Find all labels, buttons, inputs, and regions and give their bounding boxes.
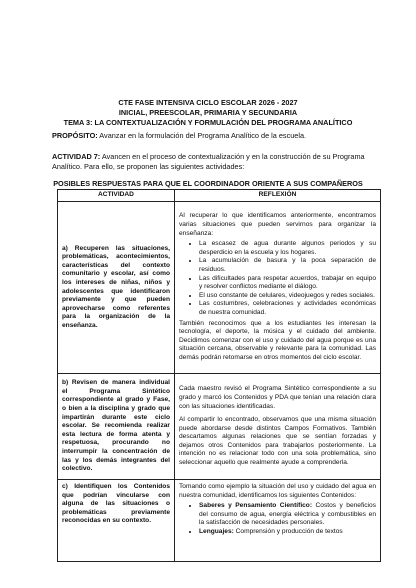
item-text: Costos y beneficios del consumo de agua, energía eléctrica y combustibles en la satisfacción de necesidades personales. bbox=[199, 502, 376, 527]
table-row bbox=[58, 374, 381, 480]
header-line-2: INICIAL, PREESCOLAR, PRIMARIA Y SECUNDARIA bbox=[118, 107, 298, 117]
list-item bbox=[199, 528, 376, 537]
activity7-paragraph bbox=[52, 152, 378, 172]
reflection-a-intro: Al recuperar lo que identificamos anteriormente, encontramos varias situaciones que pueden servirnos para organizar la enseñanza: bbox=[179, 212, 376, 237]
reflection-a bbox=[175, 202, 381, 374]
reflection-c-list bbox=[179, 502, 376, 536]
header-line-1: CTE FASE INTENSIVA CICLO ESCOLAR 2026 - 2027 bbox=[118, 98, 298, 107]
table-title: POSIBLES RESPUESTAS PARA QUE EL COORDINADOR ORIENTE A SUS COMPAÑEROS bbox=[53, 179, 363, 188]
activity-a: a) Recuperen las situaciones, problemáticas, acontecimientos, características del contexto comunitario y escolar, así como los intereses de niñas, niños y adolescentes que identificaron previamente y que pueden aprovecharse como referentes para la organización de la enseñanza. bbox=[58, 202, 175, 374]
list-item bbox=[199, 502, 376, 528]
activity7-text: Avancen en el proceso de contextualización y en la construcción de su Programa Analítico. Para ello, se proponen las siguientes actividades: bbox=[52, 152, 365, 171]
purpose-paragraph bbox=[52, 131, 378, 141]
reflection-b bbox=[175, 374, 381, 480]
header-reflection: REFLEXIÓN bbox=[175, 190, 381, 202]
activity-b: b) Revisen de manera individual el Programa Sintético correspondiente al grado y Fase, o bien a la disciplina y grado que impartirán durante este ciclo escolar. Se recomienda realizar esta lectura de forma atenta y respetuosa, procurando no interrumpir la concentración de las y los demás integrantes del colectivo. bbox=[58, 374, 175, 480]
list-item: • Las costumbres, celebraciones y actividades económicas de nuestra comunidad. bbox=[199, 300, 376, 317]
purpose-text: Avanzar en la formulación del Programa Analítico de la escuela. bbox=[97, 131, 307, 140]
reflection-b-p1: Cada maestro revisó el Programa Sintético correspondiente a su grado y marcó los Contenidos y PDA que tenían una relación clara con las situaciones identificadas. bbox=[179, 385, 376, 410]
table-row bbox=[58, 480, 381, 562]
list-item: • Las dificultades para respetar acuerdos, trabajar en equipo y resolver conflictos mediante el diálogo. bbox=[199, 275, 376, 292]
item-text: Comprensión y producción de textos bbox=[233, 527, 343, 535]
table-header-row bbox=[58, 190, 381, 202]
reflection-c bbox=[175, 480, 381, 562]
item-term: Lenguajes: bbox=[199, 527, 234, 535]
header-line-3: TEMA 3: LA CONTEXTUALIZACIÓN Y FORMULACIÓN DEL PROGRAMA ANALÍTICO bbox=[63, 117, 353, 127]
document-header bbox=[40, 98, 376, 127]
list-item: • La acumulación de basura y la poca separación de residuos. bbox=[199, 257, 376, 274]
table-row bbox=[58, 202, 381, 374]
activity-c: c) Identifiquen los Contenidos que podrían vincularse con alguna de las situaciones o problemáticas previamente reconocidas en su contexto. bbox=[58, 480, 175, 562]
list-item: • La escasez de agua durante algunos periodos y su desperdicio en la escuela y los hogares. bbox=[199, 240, 376, 257]
activity7-label: ACTIVIDAD 7: bbox=[52, 152, 101, 161]
header-activity: ACTIVIDAD bbox=[58, 190, 175, 202]
reflection-a-list bbox=[179, 240, 376, 317]
reflection-b-p2: Al compartir lo encontrado, observamos que una misma situación puede abordarse desde distintos Campos Formativos. También descartamos algunas relaciones que se sentían forzadas y dejamos otros Contenidos para trabajarlos posteriormente. La intención no es relacionar todo con una sola problemática, sino seleccionar aquello que realmente ayude a comprenderla. bbox=[179, 416, 376, 467]
list-item: • El uso constante de celulares, videojuegos y redes sociales. bbox=[199, 292, 376, 301]
item-term: Saberes y Pensamiento Científico: bbox=[199, 502, 313, 510]
responses-table bbox=[57, 189, 381, 562]
reflection-c-intro: Tomando como ejemplo la situación del uso y cuidado del agua en nuestra comunidad, identificamos los siguientes Contenidos: bbox=[179, 483, 376, 499]
purpose-label: PROPÓSITO: bbox=[52, 131, 98, 140]
reflection-a-closing: También reconocimos que a los estudiantes les interesan la tecnología, el deporte, la música y el cuidado del ambiente. Decidimos comenzar con el uso y cuidado del agua porque es una situación cercana, observable y relevante para la comunidad. Las demás podrán retomarse en otros momentos del ciclo escolar. bbox=[179, 319, 376, 361]
